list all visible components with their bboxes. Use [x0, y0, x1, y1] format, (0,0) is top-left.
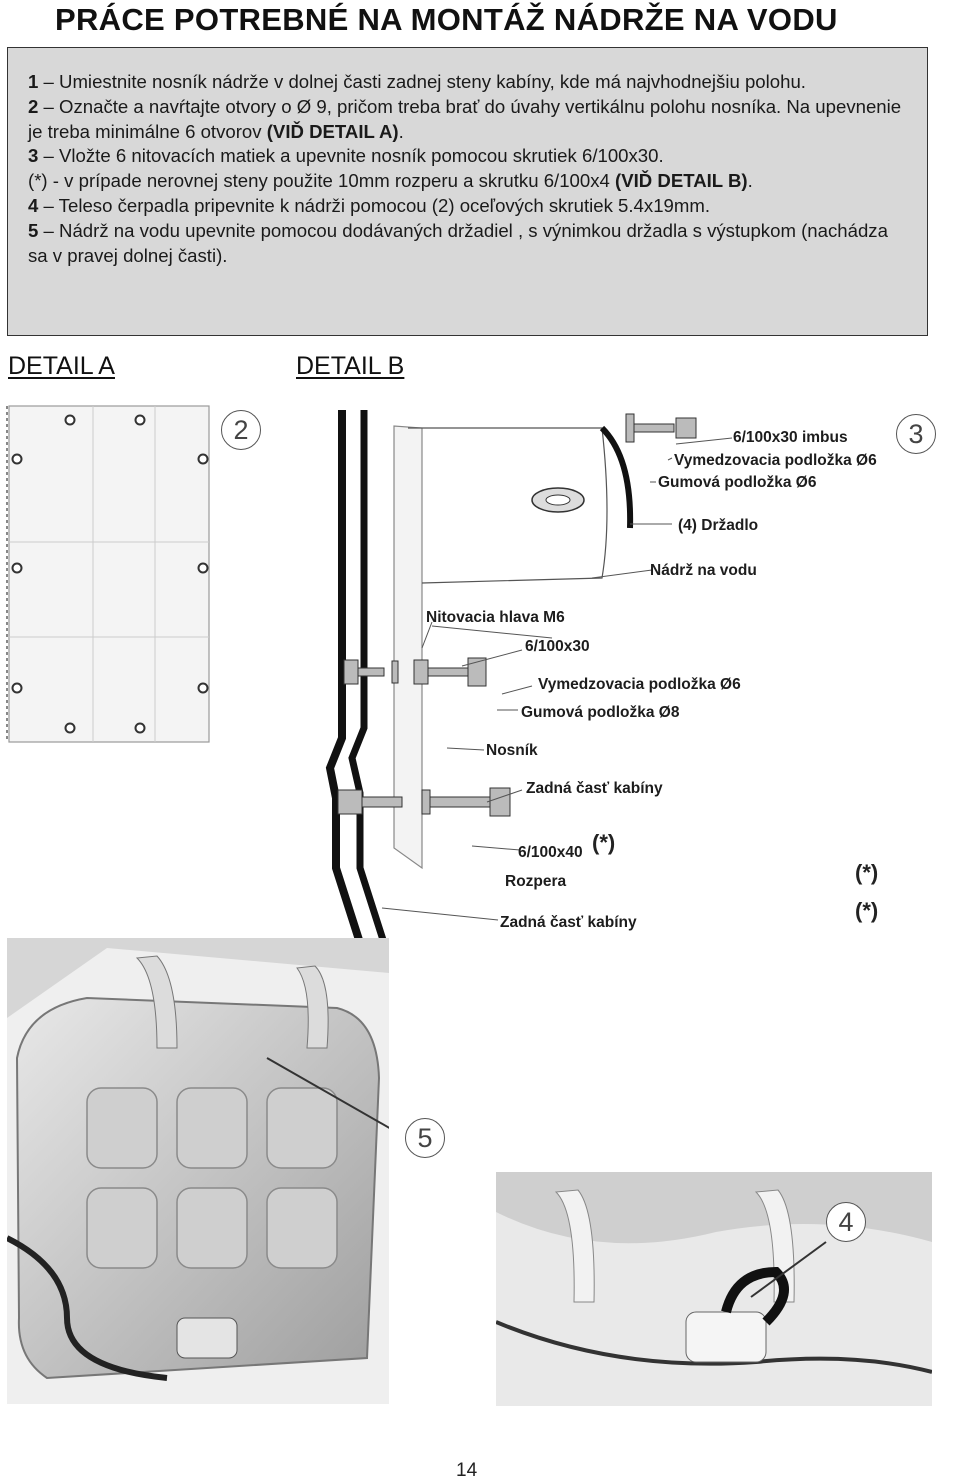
detail-b-drawing [312, 398, 960, 943]
detail-a-drawing [5, 402, 263, 744]
label-handle: (4) Držadlo [678, 517, 759, 534]
label-water-tank: Nádrž na vodu [650, 562, 757, 579]
photo-pump-handle [496, 1172, 932, 1406]
page-number: 14 [456, 1460, 478, 1481]
detail-a-heading: DETAIL A [8, 352, 115, 380]
instruction-5: 5 – Nádrž na vodu upevnite pomocou dodávaných držadiel , s výnimkou držadla s výstupkom (nachádza sa v pravej dolnej časti). [28, 219, 888, 266]
label-rubber-washer-mid: Gumová podložka Ø8 [521, 704, 680, 721]
star-marker-3: (*) [855, 898, 879, 923]
page-title: PRÁCE POTREBNÉ NA MONTÁŽ NÁDRŽE NA VODU [55, 2, 838, 37]
star-marker-2: (*) [855, 860, 879, 885]
label-rear-cabin-1: Zadná časť kabíny [526, 780, 663, 797]
callout-number-2: 2 [221, 410, 261, 450]
label-spacer-washer-top: Vymedzovacia podložka Ø6 [674, 452, 877, 469]
detail-a-panel-illustration [5, 402, 263, 744]
label-rear-cabin-2: Zadná časť kabíny [500, 914, 637, 931]
callout-number-5: 5 [405, 1118, 445, 1158]
callout-number-3: 3 [896, 414, 936, 454]
star-marker-1: (*) [592, 830, 616, 855]
label-spacer: Rozpera [505, 873, 567, 890]
instruction-1: 1 – Umiestnite nosník nádrže v dolnej časti zadnej steny kabíny, kde má najvhodnejšiu polohu. [28, 71, 806, 92]
callout-number-4: 4 [826, 1202, 866, 1242]
instruction-4: 4 – Teleso čerpadla pripevnite k nádrži pomocou (2) oceľových skrutiek 5.4x19mm. [28, 194, 711, 216]
label-screw-imbus: 6/100x30 imbus [733, 429, 848, 446]
instruction-3: 3 – Vložte 6 nitovacích matiek a upevnite nosník pomocou skrutiek 6/100x30. [28, 145, 664, 167]
detail-b-heading: DETAIL B [296, 352, 405, 380]
label-screw-bottom: 6/100x40 [518, 844, 583, 861]
instruction-note: (*) - v prípade nerovnej steny použite 10mm rozperu a skrutku 6/100x4 (VIĎ DETAIL B). [28, 170, 753, 192]
label-spacer-washer-mid: Vymedzovacia podložka Ø6 [538, 676, 741, 693]
tank-photo-illustration [7, 938, 389, 1404]
instructions-box [7, 47, 928, 336]
label-rubber-washer-top: Gumová podložka Ø6 [658, 474, 817, 491]
label-bracket: Nosník [486, 742, 538, 759]
label-screw-mid: 6/100x30 [525, 638, 590, 655]
label-rivet-head: Nitovacia hlava M6 [426, 609, 565, 626]
photo-tank-mounted [7, 938, 389, 1404]
instruction-2: 2 – Označte a navŕtajte otvory o Ø 9, pričom treba brať do úvahy vertikálnu polohu nosníka. Na upevnenie je treba minimálne 6 otvorov (VIĎ DETAIL A). [28, 95, 902, 142]
pump-photo-illustration [496, 1172, 932, 1406]
